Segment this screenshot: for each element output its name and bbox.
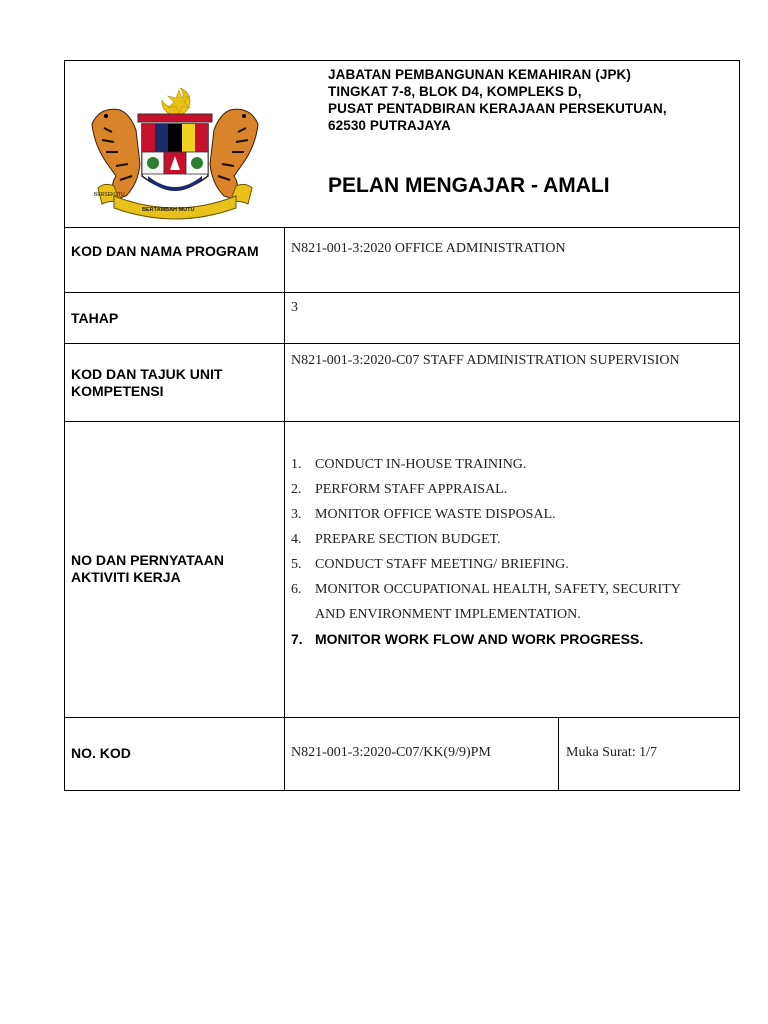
- activity-item-highlighted: 7. MONITOR WORK FLOW AND WORK PROGRESS.: [291, 631, 644, 647]
- tahap-label: TAHAP: [71, 310, 119, 326]
- table-border-bottom: [64, 790, 740, 791]
- header-address: [328, 66, 733, 134]
- crest-ribbon-right-text: BERTAMBAH MUTU: [142, 207, 195, 213]
- row-divider: [64, 343, 740, 344]
- crest-ribbon-left-text: BERSEKUTU: [94, 192, 125, 198]
- table-border-top: [64, 60, 740, 61]
- tahap-value: 3: [291, 300, 298, 315]
- activity-item: 3. MONITOR OFFICE WASTE DISPOSAL.: [291, 507, 556, 522]
- kod-label: NO. KOD: [71, 745, 131, 761]
- row-divider: [64, 227, 740, 228]
- program-label: KOD DAN NAMA PROGRAM: [71, 243, 259, 259]
- activity-item: 6. MONITOR OCCUPATIONAL HEALTH, SAFETY, SECURITY AND ENVIRONMENT IMPLEMENTATION.: [291, 582, 681, 622]
- row-divider: [64, 421, 740, 422]
- unit-label: KOD DAN TAJUK UNIT KOMPETENSI: [71, 366, 223, 399]
- table-border-right: [739, 60, 740, 791]
- column-divider: [558, 717, 559, 791]
- activity-item: 4. PREPARE SECTION BUDGET.: [291, 532, 501, 547]
- unit-value: N821-001-3:2020-C07 STAFF ADMINISTRATION SUPERVISION: [291, 353, 680, 368]
- activity-item: 5. CONDUCT STAFF MEETING/ BRIEFING.: [291, 557, 569, 572]
- address-line-2: TINGKAT 7-8, BLOK D4, KOMPLEKS D,: [328, 84, 582, 99]
- activity-item: 1. CONDUCT IN-HOUSE TRAINING.: [291, 457, 527, 472]
- activities-label: NO DAN PERNYATAAN AKTIVITI KERJA: [71, 552, 224, 585]
- kod-value: N821-001-3:2020-C07/KK(9/9)PM: [291, 745, 491, 760]
- address-line-1: JABATAN PEMBANGUNAN KEMAHIRAN (JPK): [328, 67, 631, 82]
- address-line-4: 62530 PUTRAJAYA: [328, 118, 451, 133]
- activity-item: 2. PERFORM STAFF APPRAISAL.: [291, 482, 508, 497]
- coat-of-arms-icon: [80, 84, 270, 220]
- coat-of-arms-logo: [80, 84, 270, 220]
- program-value: N821-001-3:2020 OFFICE ADMINISTRATION: [291, 241, 566, 256]
- page-number: Muka Surat: 1/7: [566, 745, 657, 760]
- row-divider: [64, 717, 740, 718]
- address-line-3: PUSAT PENTADBIRAN KERAJAAN PERSEKUTUAN,: [328, 101, 667, 116]
- table-border-left: [64, 60, 65, 791]
- activities-list: [291, 452, 731, 652]
- document-title: PELAN MENGAJAR - AMALI: [328, 174, 610, 197]
- column-divider: [284, 227, 285, 791]
- row-divider: [64, 292, 740, 293]
